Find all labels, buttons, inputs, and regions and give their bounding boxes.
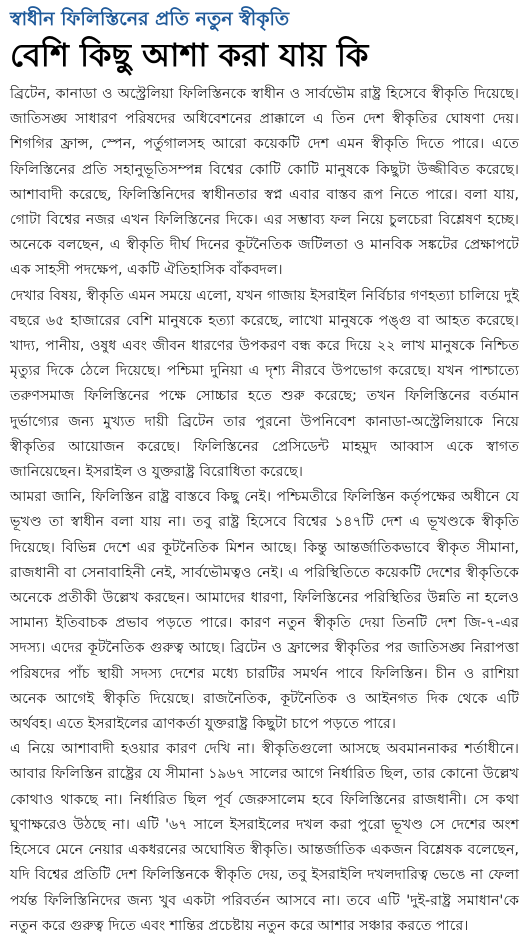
kicker-title: স্বাধীন ফিলিস্তিনের প্রতি নতুন স্বীকৃতি bbox=[10, 8, 290, 30]
paragraph: ব্রিটেন, কানাডা ও অস্ট্রেলিয়া ফিলিস্তিনকে স্বাধীন ও সার্বভৌম রাষ্ট্র হিসেবে স্বীকৃতি দিয়েছে। জাতিসঙ্ঘ সাধারণ পরিষদের অধিবেশনের প্রাক্কালে এ তিন দেশ স্বীকৃতির ঘোষণা দেয়। শিগগির ফ্রান্স, স্পেন, পর্তুগালসহ আরো কয়েকটি দেশ এমন স্বীকৃতি দিতে পারে। এতে ফিলিস্তিনের প্রতি সহানুভূতিসম্পন্ন বিশ্বের কোটি কোটি মানুষকে কিছুটা উজ্জীবিত করেছে। আশাবাদী করেছে, ফিলিস্তিনিদের স্বাধীনতার স্বপ্ন এবার বাস্তব রূপ নিতে পারে। বলা যায়, গোটা বিশ্বের নজর এখন ফিলিস্তিনের দিকে। এর সম্ভাব্য ফল নিয়ে চুলচেরা বিশ্লেষণ হচ্ছে। অনেকে বলছেন, এ স্বীকৃতি দীর্ঘ দিনের কূটনৈতিক জটিলতা ও মানবিক সঙ্কটের প্রেক্ষাপটে এক সাহসী পদক্ষেপ, একটি ঐতিহাসিক বাঁকবদল। bbox=[10, 86, 519, 279]
paragraph: এ নিয়ে আশাবাদী হওয়ার কারণ দেখি না। স্বীকৃতিগুলো আসছে অবমাননাকর শর্তাধীনে। আবার ফিলিস্তিন রাষ্ট্রের যে সীমানা ১৯৬৭ সালের আগে নির্ধারিত ছিল, তার কোনো উল্লেখ কোথাও থাকছে না। নির্ধারিত ছিল পূর্ব জেরুসালেম হবে ফিলিস্তিনের রাজধানী। সে কথা ঘুণাক্ষরেও উঠছে না। এটি '৬৭ সালে ইসরাইলের দখল করা পুরো ভূখণ্ড সে দেশের অংশ হিসেবে মেনে নেয়ার একধরনের অঘোষিত স্বীকৃতি। আন্তর্জাতিক একজন বিশ্লেষক বলেছেন, যদি বিশ্বের প্রতিটি দেশ ফিলিস্তিনকে স্বীকৃতি দেয়, তবু ইসরাইলি দখলদারিত্ব ভেঙে না ফেলা পর্যন্ত ফিলিস্তিনিদের জন্য খুব একটা পরিবর্তন আসবে না। তবে এটি 'দুই-রাষ্ট্র সমাধান'কে নতুন করে গুরুত্ব দিতে এবং শান্তির প্রচেষ্টায় নতুন করে আশার সঞ্চার করতে পারে। bbox=[10, 741, 519, 934]
paragraph: আমরা জানি, ফিলিস্তিন রাষ্ট্র বাস্তবে কিছু নেই। পশ্চিমতীরে ফিলিস্তিন কর্তৃপক্ষের অধীনে যে ভূখণ্ড তা স্বাধীন বলা যায় না। তবু রাষ্ট্র হিসেবে বিশ্বের ১৪৭টি দেশ এ ভূখণ্ডকে স্বীকৃতি দিয়েছে। বিভিন্ন দেশে এর কূটনৈতিক মিশন আছে। কিন্তু আন্তর্জাতিকভাবে স্বীকৃত সীমানা, রাজধানী বা সেনাবাহিনী নেই, সার্বভৌমত্বও নেই। এ পরিস্থিতিতে কয়েকটি দেশের স্বীকৃতিকে অনেকে প্রতীকী উল্লেখ করছেন। আমাদের ধারণা, ফিলিস্তিনের পরিস্থিতির উন্নতি না হলেও সামান্য ইতিবাচক প্রভাব পড়তে পারে। কারণ নতুন স্বীকৃতি দেয়া তিনটি দেশ জি-৭-এর সদস্য। এদের কূটনৈতিক গুরুত্ব আছে। ব্রিটেন ও ফ্রান্সের স্বীকৃতির পর জাতিসঙ্ঘ নিরাপত্তা পরিষদের পাঁচ স্থায়ী সদস্য দেশের মধ্যে চারটির সমর্থন পাবে ফিলিস্তিন। চীন ও রাশিয়া অনেক আগেই স্বীকৃতি দিয়েছে। রাজনৈতিক, কূটনৈতিক ও আইনগত দিক থেকে এটি অর্থবহ। এতে ইসরাইলের ত্রাণকর্তা যুক্তরাষ্ট্র কিছুটা চাপে পড়তে পারে। bbox=[10, 489, 519, 733]
article-body bbox=[0, 82, 525, 939]
paragraph: দেখার বিষয়, স্বীকৃতি এমন সময়ে এলো, যখন গাজায় ইসরাইল নির্বিচার গণহত্যা চালিয়ে দুই বছরে ৬৫ হাজারের বেশি মানুষকে হত্যা করেছে, লাখো মানুষকে পঙ্গু বা আহত করেছে। খাদ্য, পানীয়, ওষুধ এবং জীবন ধারণের উপকরণ বন্ধ করে দিয়ে ২২ লাখ মানুষকে নিশ্চিত মৃত্যুর দিকে ঠেলে দিয়েছে। পশ্চিমা দুনিয়া এ দৃশ্য নীরবে উপভোগ করেছে। যখন পাশ্চাত্যে তরুণসমাজ ফিলিস্তিনের পক্ষে সোচ্চার হতে শুরু করেছে; তখন ফিলিস্তিনের বর্তমান দুর্ভাগ্যের জন্য মুখ্যত দায়ী ব্রিটেন তার পুরনো উপনিবেশ কানাডা-অস্ট্রেলিয়াকে নিয়ে স্বীকৃতির আয়োজন করেছে। ফিলিস্তিনের প্রেসিডেন্ট মাহমুদ আব্বাস একে স্বাগত জানিয়েছেন। ইসরাইল ও যুক্তরাষ্ট্র বিরোধিতা করেছে। bbox=[10, 287, 519, 481]
headline: বেশি কিছু আশা করা যায় কি bbox=[10, 36, 369, 74]
